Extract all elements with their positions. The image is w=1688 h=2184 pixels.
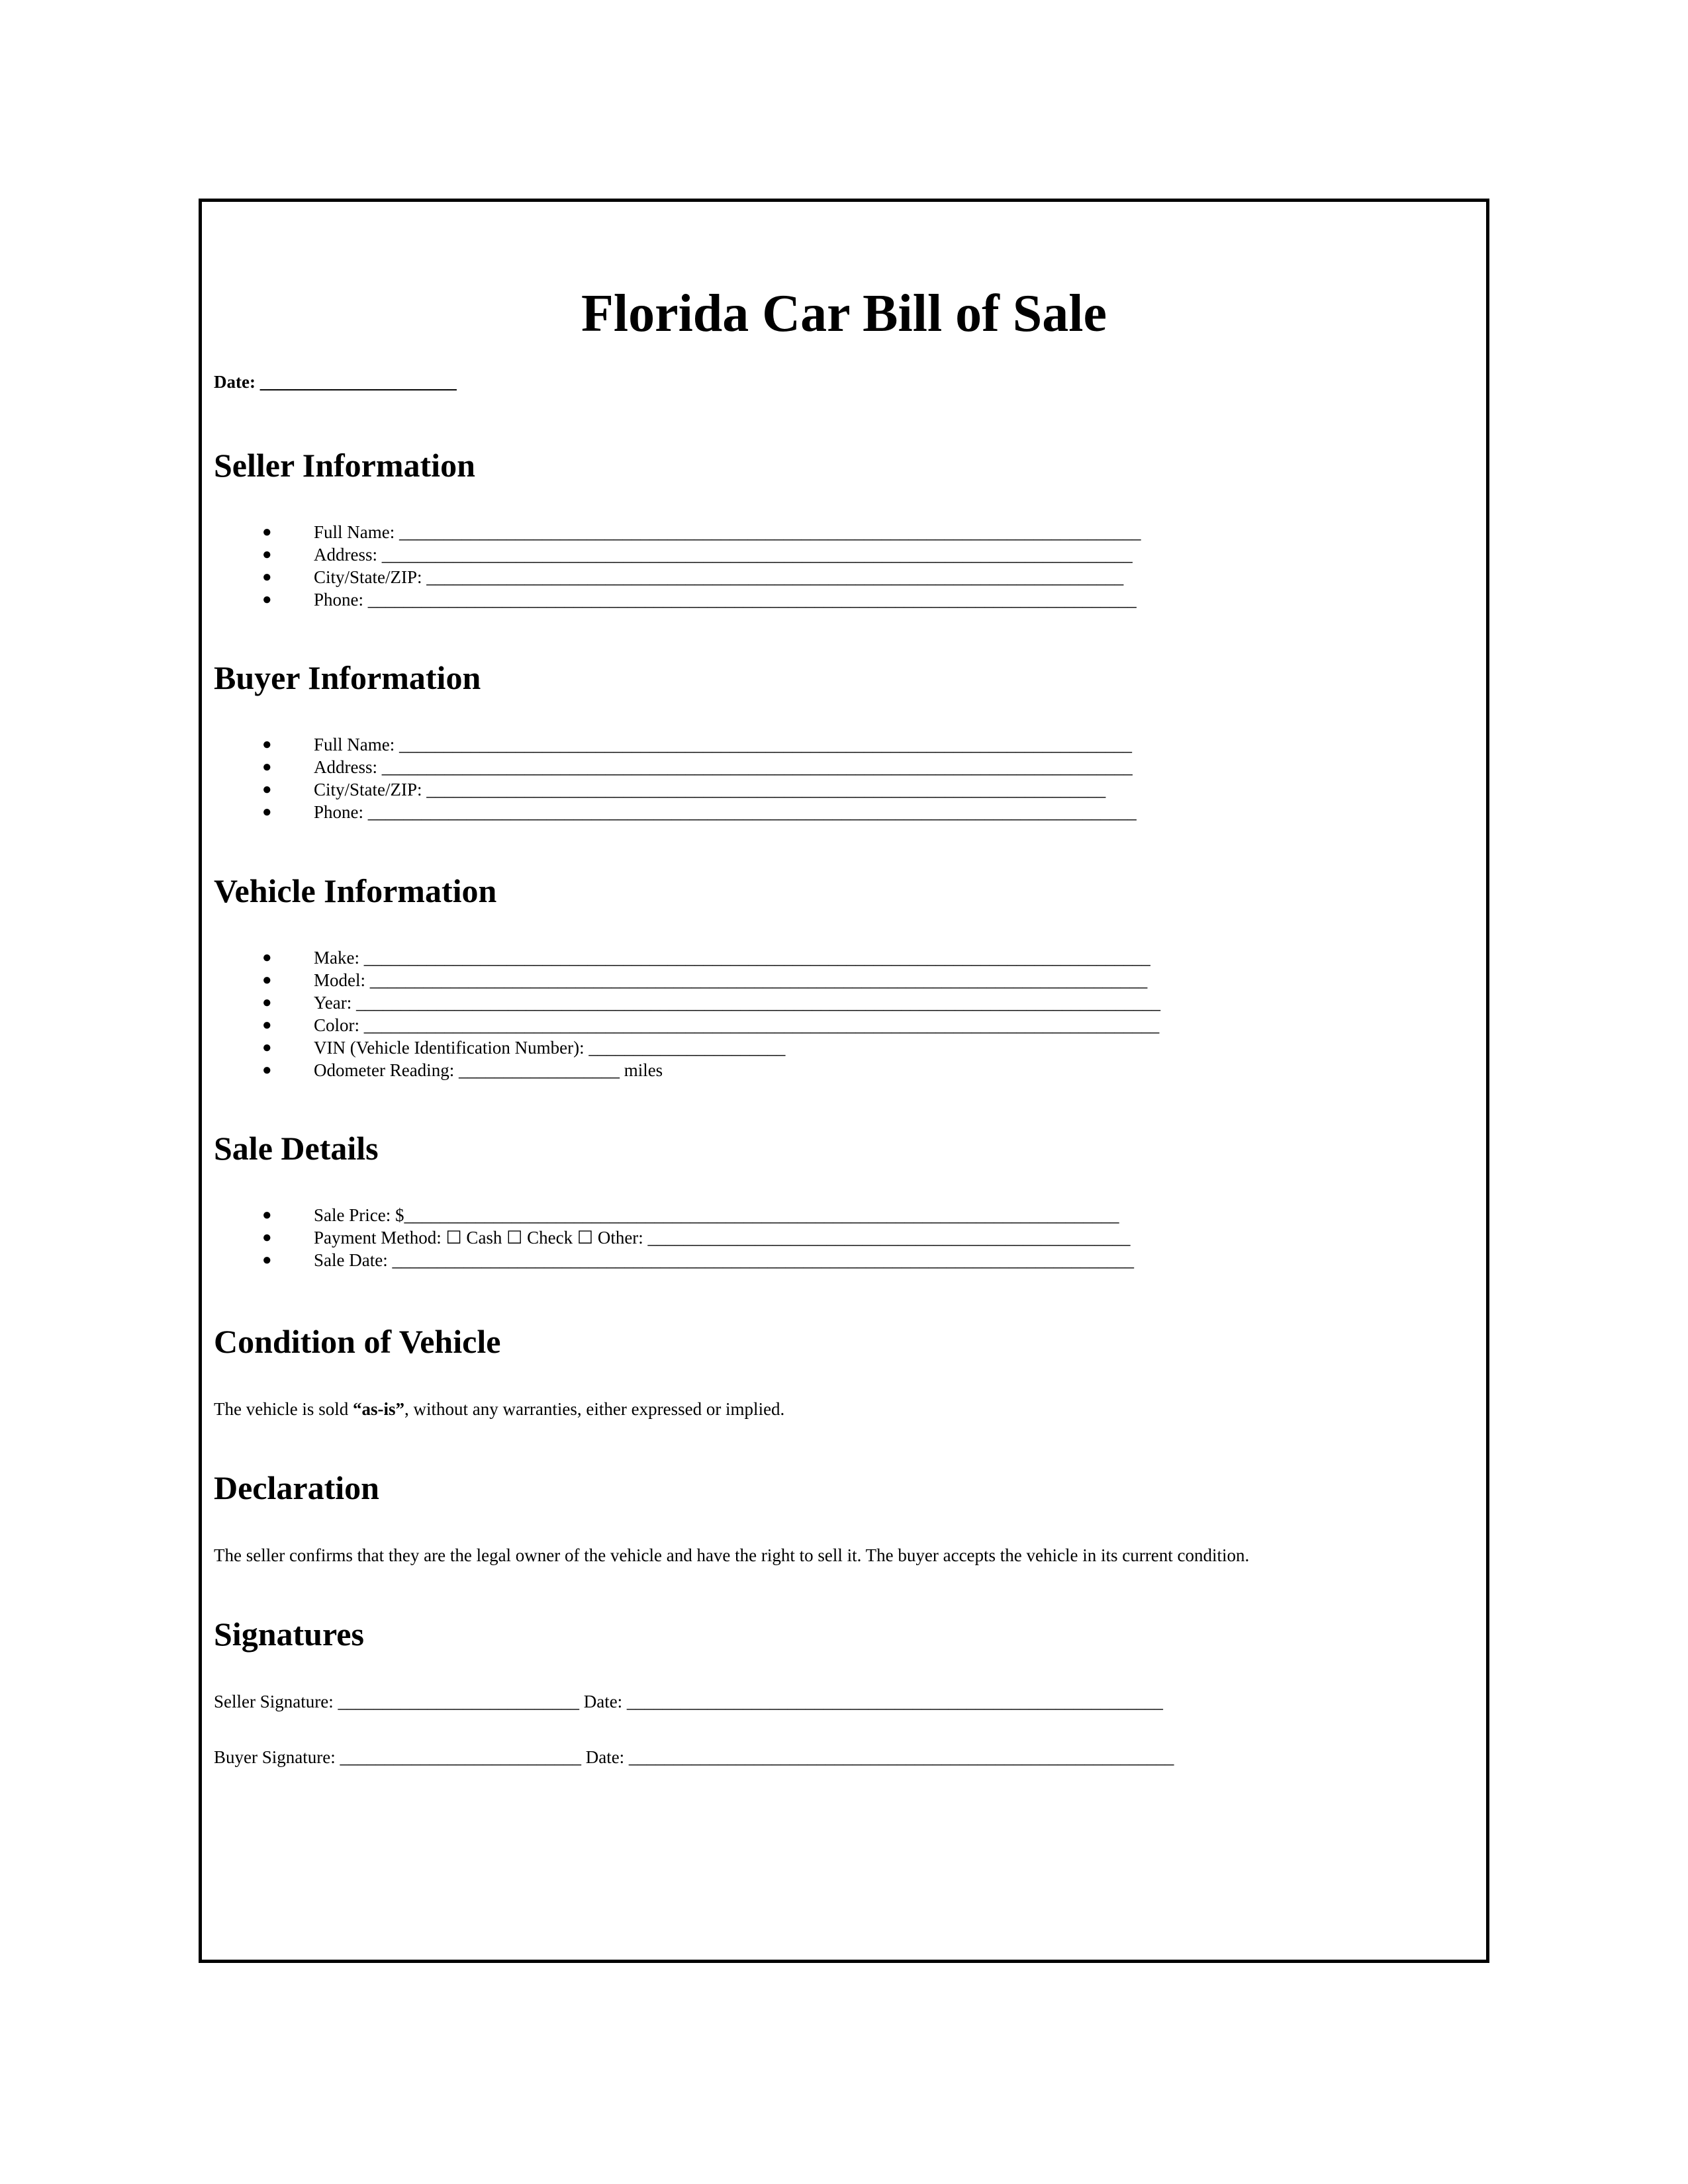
seller-address-field[interactable]: Address: ____________________________________________________________________________________	[314, 545, 1133, 565]
condition-text	[214, 1398, 784, 1420]
buyer-signature-line[interactable]: Buyer Signature: ___________________________ Date: _____________________________________________________________	[214, 1747, 1174, 1767]
bullet: ●	[262, 949, 272, 966]
bullet: ●	[262, 1229, 272, 1246]
bullet: ●	[262, 546, 272, 563]
seller-heading: Seller Information	[214, 447, 475, 484]
bullet: ●	[262, 1017, 272, 1034]
bullet: ●	[262, 1206, 272, 1224]
bullet: ●	[262, 994, 272, 1011]
vehicle-make-field[interactable]: Make: ________________________________________________________________________________________	[314, 948, 1150, 968]
bullet: ●	[262, 569, 272, 586]
condition-text-start: The vehicle is sold	[214, 1399, 353, 1419]
seller-city-state-zip-field[interactable]: City/State/ZIP: ______________________________________________________________________________	[314, 567, 1124, 587]
seller-phone-field[interactable]: Phone: ______________________________________________________________________________________	[314, 590, 1137, 610]
sale-details-heading: Sale Details	[214, 1130, 379, 1167]
condition-text-end: , without any warranties, either expressed or implied.	[404, 1399, 785, 1419]
condition-heading: Condition of Vehicle	[214, 1323, 501, 1360]
vehicle-color-field[interactable]: Color: _________________________________________________________________________________________	[314, 1015, 1160, 1035]
vehicle-heading: Vehicle Information	[214, 872, 497, 909]
buyer-phone-field[interactable]: Phone: ______________________________________________________________________________________	[314, 802, 1137, 822]
buyer-city-state-zip-field[interactable]: City/State/ZIP: ____________________________________________________________________________	[314, 780, 1106, 799]
bullet: ●	[262, 758, 272, 776]
bullet: ●	[262, 1251, 272, 1269]
signatures-heading: Signatures	[214, 1615, 364, 1653]
bullet: ●	[262, 1062, 272, 1079]
sale-price-field[interactable]: Sale Price: $________________________________________________________________________________	[314, 1205, 1119, 1225]
page-title: Florida Car Bill of Sale	[581, 285, 1107, 343]
date-field[interactable]: Date: ______________________	[214, 372, 457, 392]
vehicle-year-field[interactable]: Year: __________________________________________________________________________________________	[314, 993, 1161, 1013]
vehicle-odometer-field[interactable]: Odometer Reading: __________________ miles	[314, 1060, 663, 1080]
payment-method-field[interactable]: Payment Method: ☐ Cash ☐ Check ☐ Other: ______________________________________________________	[314, 1228, 1131, 1248]
bullet: ●	[262, 781, 272, 798]
bullet: ●	[262, 972, 272, 989]
buyer-full-name-field[interactable]: Full Name: __________________________________________________________________________________	[314, 735, 1132, 754]
seller-signature-line[interactable]: Seller Signature: ___________________________ Date: ____________________________________________________________	[214, 1692, 1163, 1711]
bullet: ●	[262, 803, 272, 821]
declaration-heading: Declaration	[214, 1469, 379, 1506]
bullet: ●	[262, 1039, 272, 1056]
buyer-address-field[interactable]: Address: ____________________________________________________________________________________	[314, 757, 1133, 777]
seller-full-name-field[interactable]: Full Name: ___________________________________________________________________________________	[314, 522, 1141, 542]
bullet: ●	[262, 736, 272, 753]
vehicle-vin-field[interactable]: VIN (Vehicle Identification Number): ______________________	[314, 1038, 786, 1058]
vehicle-model-field[interactable]: Model: _______________________________________________________________________________________	[314, 970, 1148, 990]
as-is-text: “as-is”	[352, 1399, 404, 1419]
buyer-heading: Buyer Information	[214, 659, 481, 696]
declaration-text: The seller confirms that they are the legal owner of the vehicle and have the right to sell it. The buyer accepts the vehicle in its current condition.	[214, 1545, 1250, 1565]
sale-date-field[interactable]: Sale Date: ___________________________________________________________________________________	[314, 1250, 1134, 1270]
bullet: ●	[262, 591, 272, 608]
bullet: ●	[262, 523, 272, 541]
